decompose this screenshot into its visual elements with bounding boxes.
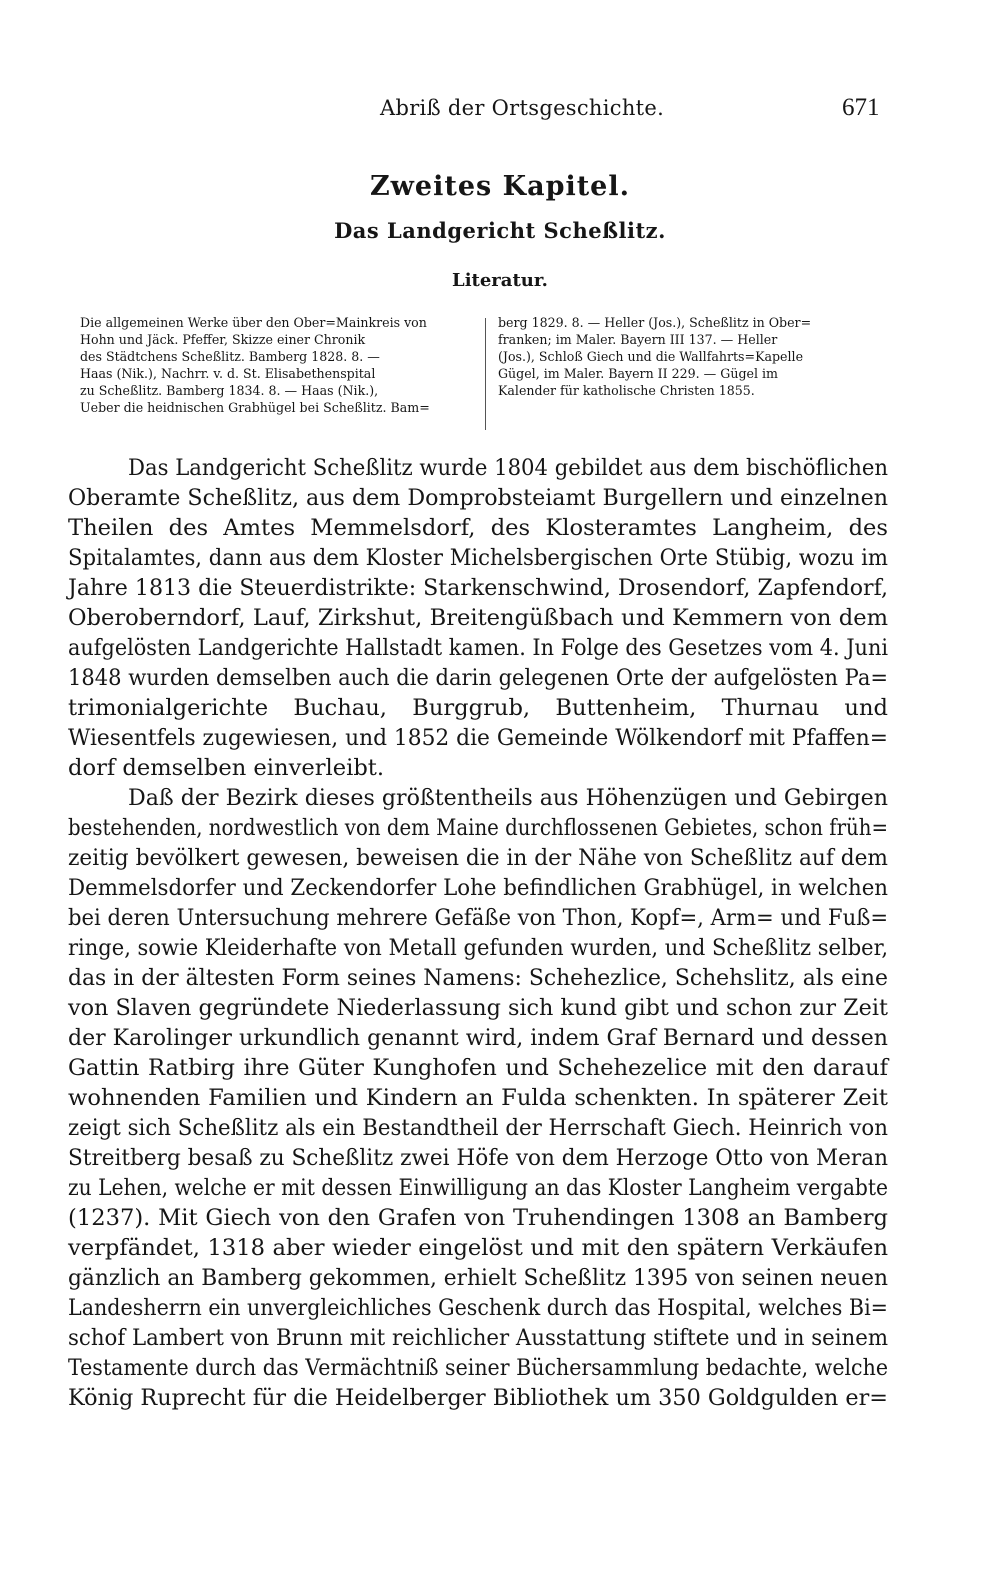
body-line: von Slaven gegründete Niederlassung sich kund gibt und schon zur Zeit xyxy=(68,995,888,1021)
literature-line: Gügel, im Maler. Bayern II 229. — Gügel im xyxy=(498,366,778,381)
body-line: Gattin Ratbirg ihre Güter Kunghofen und Schehezelice mit den darauf xyxy=(68,1055,888,1081)
body-line: Landesherrn ein unvergleichliches Geschenk durch das Hospital, welches Bi= xyxy=(68,1295,888,1321)
body-text xyxy=(68,453,1000,1413)
literature-line: Haas (Nik.), Nachrr. v. d. St. Elisabethenspital xyxy=(80,366,376,381)
body-line: bestehenden, nordwestlich von dem Maine durchflossenen Gebietes, schon früh= xyxy=(68,815,889,841)
body-line: (1237). Mit Giech von den Grafen von Truhendingen 1308 an Bamberg xyxy=(68,1205,888,1231)
body-line: Wiesentfels zugewiesen, und 1852 die Gemeinde Wölkendorf mit Pfaffen= xyxy=(68,725,888,751)
body-line: das in der ältesten Form seines Namens: Schehezlice, Schehslitz, als eine xyxy=(68,965,888,991)
running-head: Abriß der Ortsgeschichte. xyxy=(380,96,665,120)
literature-line: Kalender für katholische Christen 1855. xyxy=(498,383,755,398)
body-line: Demmelsdorfer und Zeckendorfer Lohe befindlichen Grabhügel, in welchen xyxy=(68,875,889,901)
body-line: wohnenden Familien und Kindern an Fulda schenkten. In späterer Zeit xyxy=(68,1085,888,1111)
body-line: Daß der Bezirk dieses größtentheils aus Höhenzügen und Gebirgen xyxy=(128,785,889,811)
literature-line: franken; im Maler. Bayern III 137. — Heller xyxy=(498,332,778,347)
literature-line: Die allgemeinen Werke über den Ober=Mainkreis von xyxy=(80,315,427,330)
section-title: Das Landgericht Scheßlitz. xyxy=(334,218,666,243)
literature-line: Ueber die heidnischen Grabhügel bei Scheßlitz. Bam= xyxy=(80,400,430,415)
body-line: ringe, sowie Kleiderhafte von Metall gefunden wurden, und Scheßlitz selber, xyxy=(68,935,889,961)
page-number: 671 xyxy=(842,94,880,121)
literature-line: (Jos.), Schloß Giech und die Wallfahrts=Kapelle xyxy=(498,349,804,364)
literature-line: Hohn und Jäck. Pfeffer, Skizze einer Chronik xyxy=(80,332,366,347)
body-line: gänzlich an Bamberg gekommen, erhielt Scheßlitz 1395 von seinen neuen xyxy=(68,1265,889,1291)
body-line: verpfändet, 1318 aber wieder eingelöst und mit den spätern Verkäufen xyxy=(68,1235,889,1261)
chapter-title: Zweites Kapitel. xyxy=(369,171,631,202)
literature-heading: Literatur. xyxy=(452,270,548,291)
body-line: Oberoberndorf, Lauf, Zirkshut, Breitengüßbach und Kemmern von dem xyxy=(68,605,889,631)
body-line: Theilen des Amtes Memmelsdorf, des Klosteramtes Langheim, des xyxy=(68,515,889,541)
body-line: dorf demselben einverleibt. xyxy=(68,755,385,781)
literature-line: des Städtchens Scheßlitz. Bamberg 1828. 8. — xyxy=(80,349,380,364)
body-line: Oberamte Scheßlitz, aus dem Domprobsteiamt Burgellern und einzelnen xyxy=(68,485,888,511)
body-line: Testamente durch das Vermächtniß seiner Büchersammlung bedachte, welche xyxy=(68,1355,888,1381)
literature-line: berg 1829. 8. — Heller (Jos.), Scheßlitz in Ober= xyxy=(498,315,812,330)
body-line: Jahre 1813 die Steuerdistrikte: Starkenschwind, Drosendorf, Zapfendorf, xyxy=(68,575,888,601)
body-line: 1848 wurden demselben auch die darin gelegenen Orte der aufgelösten Pa= xyxy=(68,665,889,691)
body-line: König Ruprecht für die Heidelberger Bibliothek um 350 Goldgulden er= xyxy=(68,1385,888,1411)
literature-right-column xyxy=(498,314,811,399)
body-line: zeigt sich Scheßlitz als ein Bestandtheil der Herrschaft Giech. Heinrich von xyxy=(68,1115,888,1141)
body-line: Spitalamtes, dann aus dem Kloster Michelsbergischen Orte Stübig, wozu im xyxy=(68,545,889,571)
body-line: trimonialgerichte Buchau, Burggrub, Buttenheim, Thurnau und xyxy=(68,695,888,721)
body-line: schof Lambert von Brunn mit reichlicher Ausstattung stiftete und in seinem xyxy=(68,1325,889,1351)
body-line: zu Lehen, welche er mit dessen Einwilligung an das Kloster Langheim vergabte xyxy=(68,1175,888,1201)
body-line: der Karolinger urkundlich genannt wird, indem Graf Bernard und dessen xyxy=(68,1025,888,1051)
body-line: Das Landgericht Scheßlitz wurde 1804 gebildet aus dem bischöflichen xyxy=(128,455,889,481)
literature-line: zu Scheßlitz. Bamberg 1834. 8. — Haas (Nik.), xyxy=(80,383,379,398)
body-line: Streitberg besaß zu Scheßlitz zwei Höfe von dem Herzoge Otto von Meran xyxy=(68,1145,888,1171)
body-line: zeitig bevölkert gewesen, beweisen die in der Nähe von Scheßlitz auf dem xyxy=(68,845,888,871)
body-line: bei deren Untersuchung mehrere Gefäße von Thon, Kopf=, Arm= und Fuß= xyxy=(68,905,889,931)
column-divider xyxy=(485,318,486,430)
literature-left-column xyxy=(80,314,430,416)
body-line: aufgelösten Landgerichte Hallstadt kamen. In Folge des Gesetzes vom 4. Juni xyxy=(68,635,889,661)
